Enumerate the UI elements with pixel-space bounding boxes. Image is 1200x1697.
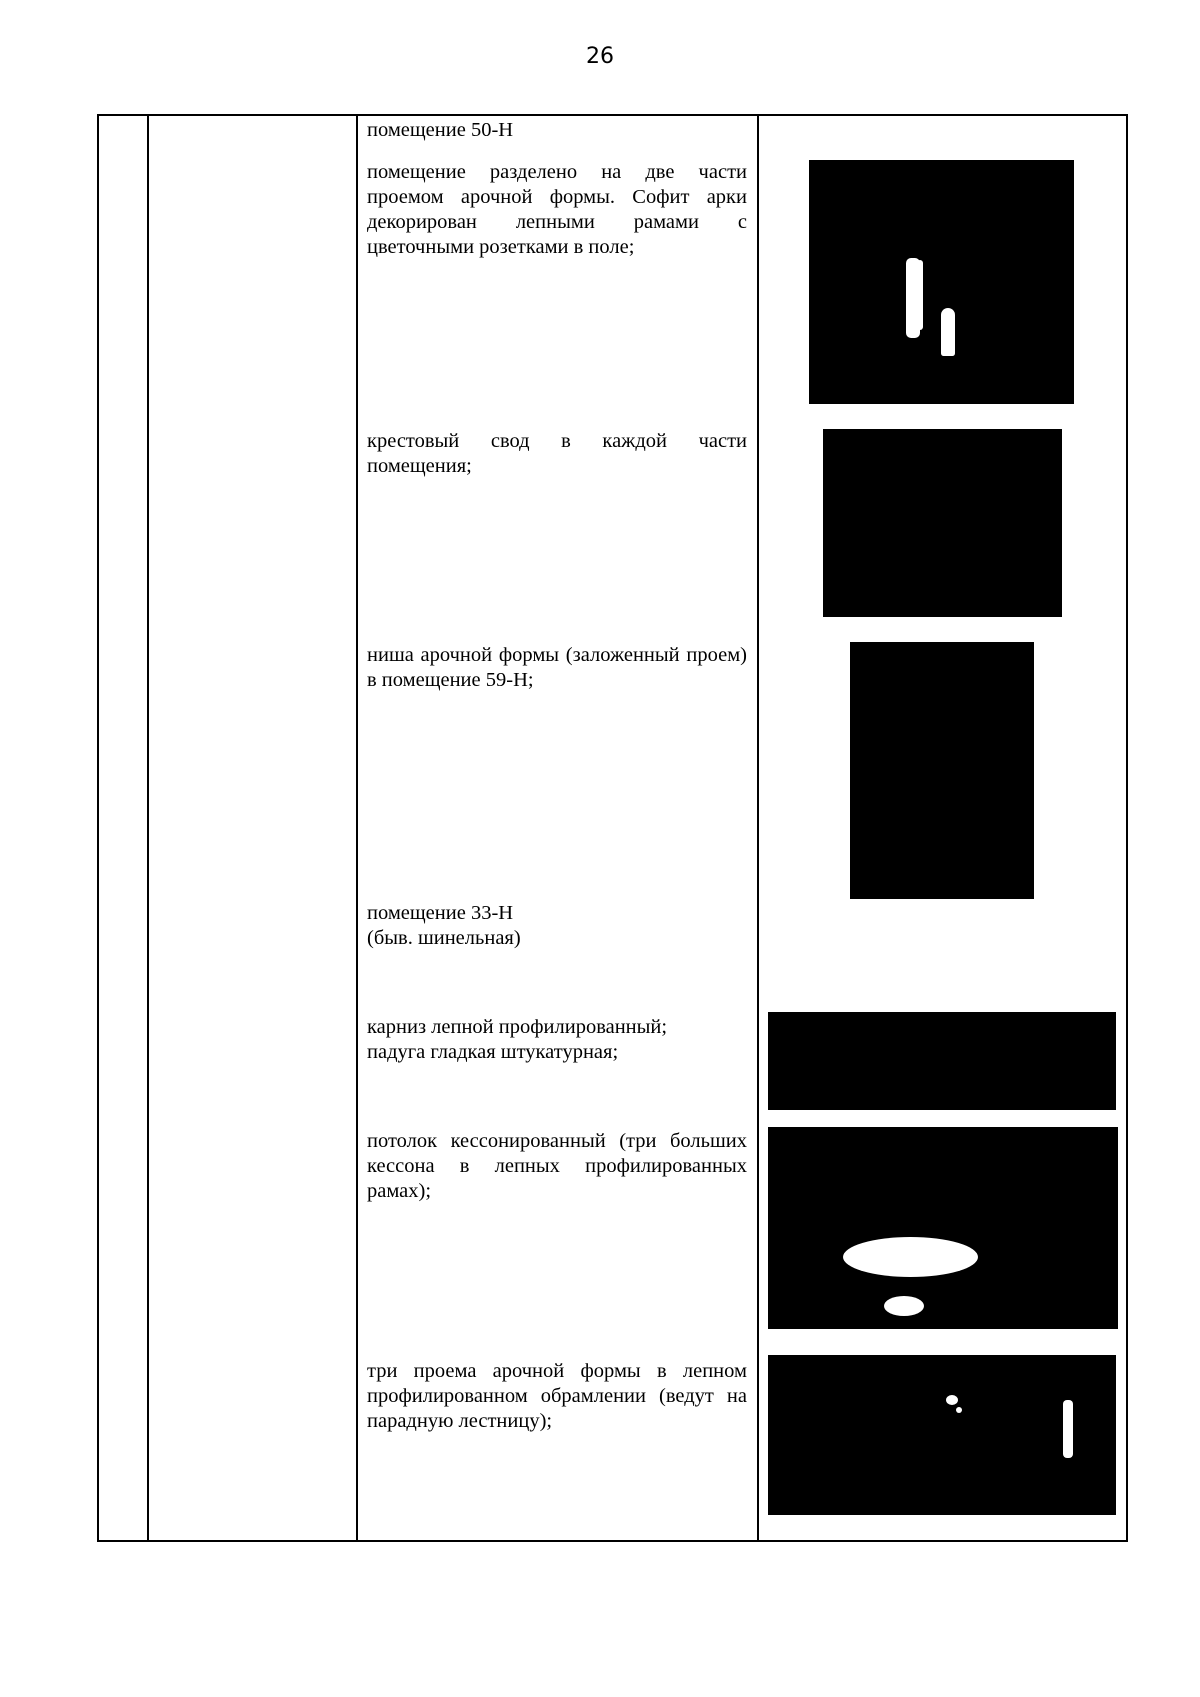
column-divider [147,116,149,1540]
photo-arch-soffit [809,160,1074,404]
description-coffered-ceiling: потолок кессонированный (три больших кессона в лепных профилированных рамах); [367,1130,747,1202]
photo-arched-openings [768,1355,1116,1515]
photo-cross-vault [823,429,1062,617]
photo-cornice [768,1012,1116,1110]
photo-highlight [884,1296,924,1316]
description-arch-soffit: помещение разделено на две части проемом арочной формы. Софит арки декорирован лепными рамами с цветочными розетками в поле; [367,161,747,258]
room-heading-33n: помещение 33-Н [367,902,514,924]
description-cross-vault: крестовый свод в каждой части помещения; [367,430,747,477]
photo-highlight [941,308,955,356]
room-heading-50n: помещение 50-Н [367,119,514,141]
photo-arched-niche [850,642,1034,899]
description-cove: падуга гладкая штукатурная; [367,1041,619,1063]
room-subheading-33n: (быв. шинельная) [367,927,521,949]
description-arched-niche: ниша арочной формы (заложенный проем) в помещение 59-Н; [367,644,747,691]
photo-highlight [956,1407,962,1413]
description-table [97,114,1128,1542]
column-divider [356,116,358,1540]
photo-highlight [843,1237,978,1277]
description-three-arched-openings: три проема арочной формы в лепном профилированном обрамлении (ведут на парадную лестницу); [367,1360,747,1432]
photo-highlight [946,1395,958,1405]
photo-highlight [917,260,923,330]
photo-highlight [1063,1400,1073,1458]
page-number: 26 [586,44,614,69]
photo-coffered-ceiling [768,1127,1118,1329]
description-cornice: карниз лепной профилированный; [367,1016,668,1038]
column-divider [757,116,759,1540]
